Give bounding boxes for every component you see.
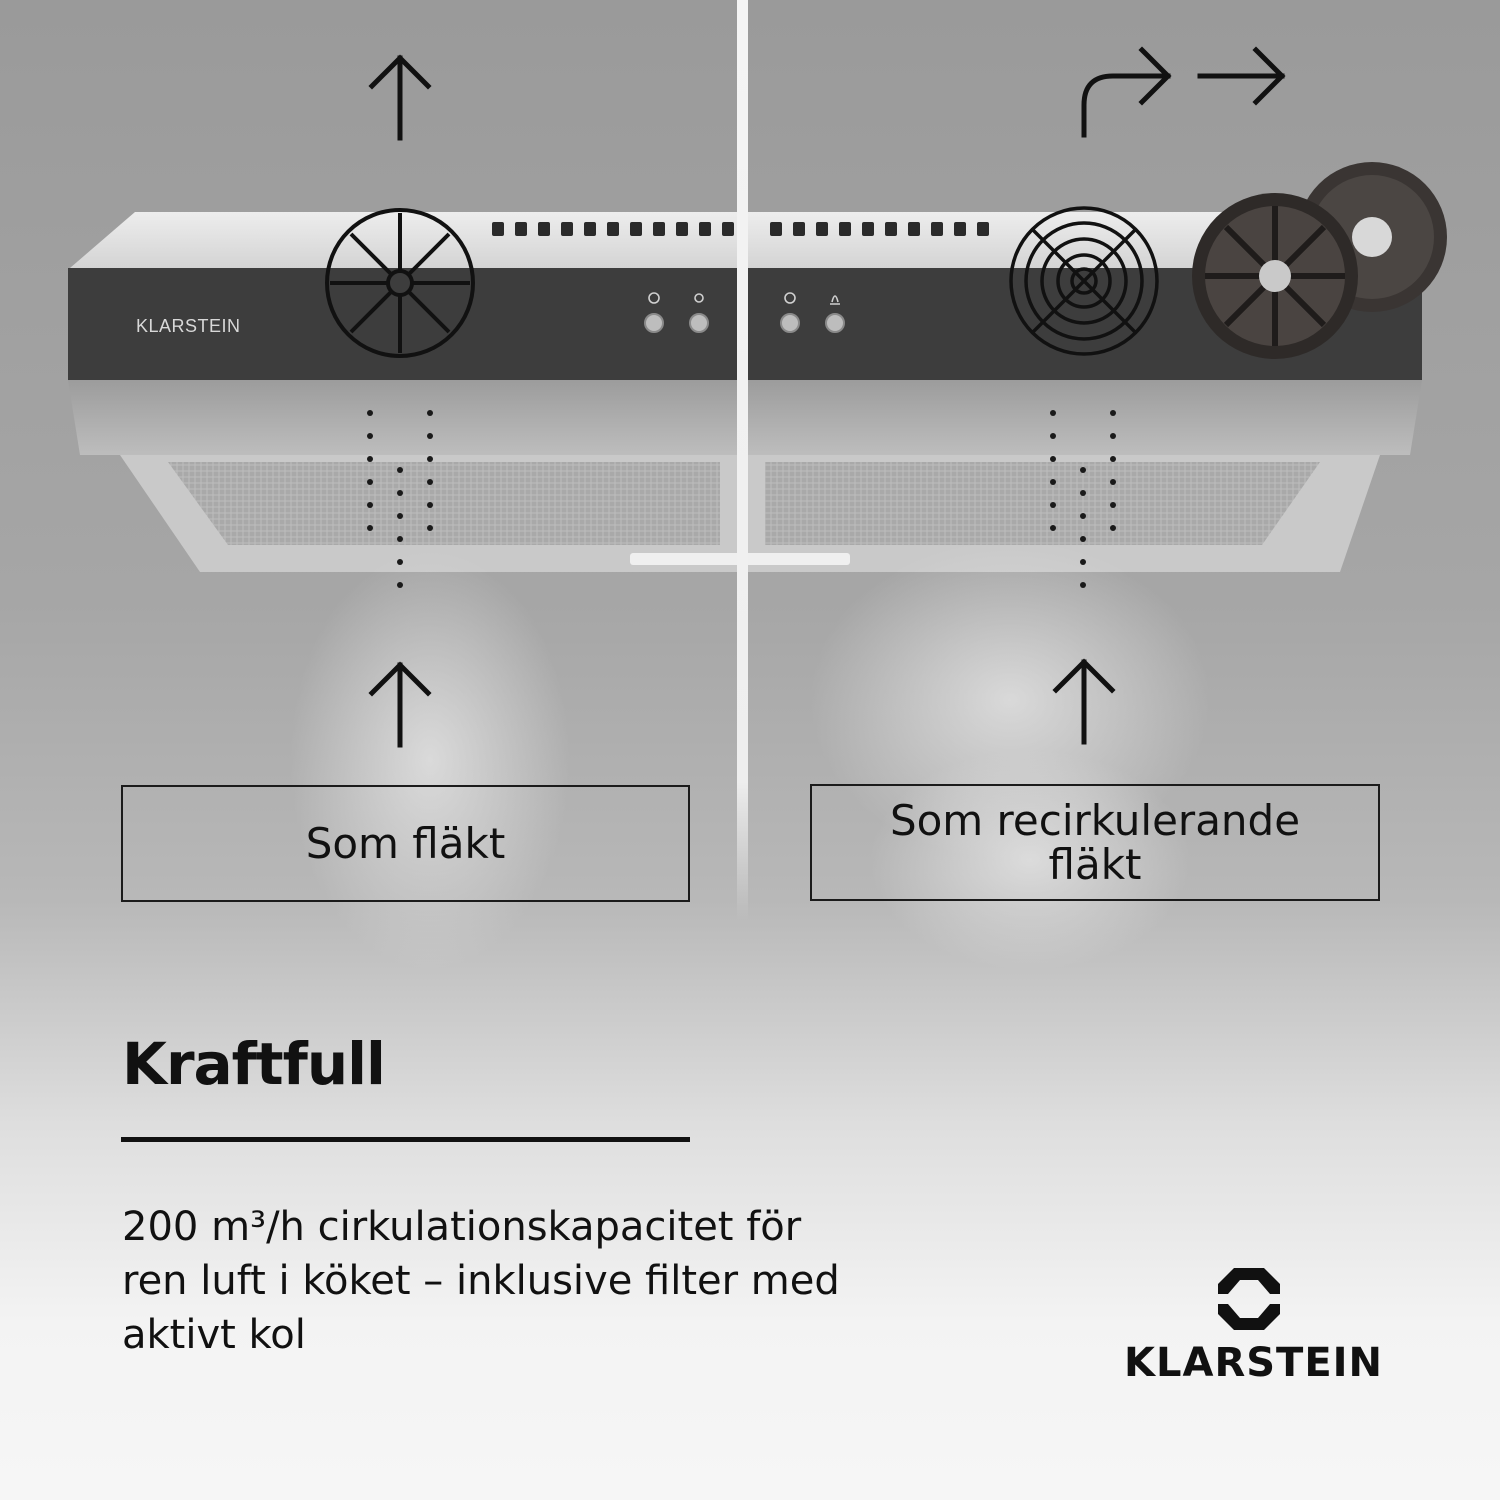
label-as-recirculation: Som recirkulerande fläkt [810, 784, 1380, 901]
arrow-right-icon [1200, 50, 1282, 102]
label-as-extractor: Som fläkt [121, 785, 690, 902]
grease-filter-left [168, 462, 720, 545]
grease-filter-right [765, 462, 1320, 545]
steam [290, 540, 1210, 970]
headline-underline [121, 1137, 690, 1142]
headline: Kraftfull [122, 1030, 385, 1098]
split-divider [737, 0, 748, 920]
brand-name: KLARSTEIN [1124, 1340, 1384, 1386]
klarstein-logo-icon [1214, 1264, 1284, 1334]
hood-brand-text: KLARSTEIN [136, 316, 241, 336]
arrow-up-icon [372, 58, 428, 138]
arrow-turn-right-icon [1084, 50, 1168, 135]
description: 200 m³/h cirkulationskapacitet för ren luft i köket – inklusive filter med aktivt kol [122, 1204, 840, 1358]
